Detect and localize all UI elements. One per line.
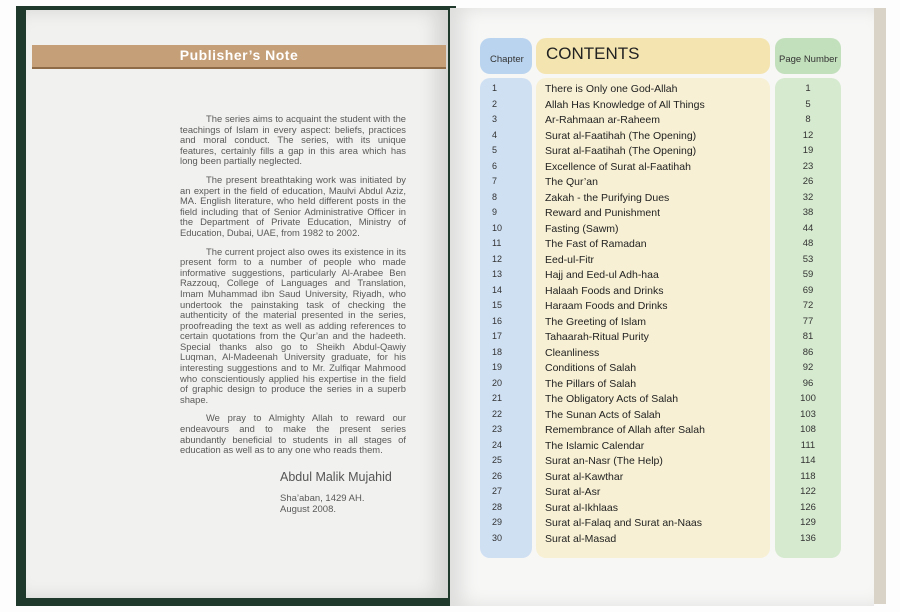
chapter-title: Surat an-Nasr (The Help) bbox=[545, 455, 663, 467]
chapter-title: Surat al-Faatihah (The Opening) bbox=[545, 145, 697, 157]
contents-row bbox=[450, 331, 874, 346]
page-number: 53 bbox=[802, 253, 814, 265]
contents-row bbox=[450, 238, 874, 253]
chapter-title: Surat al-Kawthar bbox=[545, 470, 624, 483]
page-number: 72 bbox=[802, 300, 814, 311]
paragraph: The present breathtaking work was initiated by an expert in the field of education, Maulvi Abdul Aziz, MA. English literature, who held different posts in the field including that of Senior Administrative Officer in the Department of Private Education, Ministry of Education, Dubai, UAE, from 1982 to 2002. bbox=[180, 173, 406, 238]
contents-row bbox=[450, 409, 874, 424]
chapter-number: 14 bbox=[492, 284, 503, 295]
chapter-title: Haraam Foods and Drinks bbox=[545, 300, 668, 312]
chapter-number: 27 bbox=[492, 486, 503, 496]
page-number: 122 bbox=[800, 486, 816, 497]
contents-row bbox=[450, 455, 874, 470]
page-number: 86 bbox=[802, 346, 814, 358]
chapter-number: 6 bbox=[492, 160, 498, 171]
left-page bbox=[26, 10, 448, 598]
chapter-number: 25 bbox=[492, 455, 503, 465]
chapter-number: 3 bbox=[492, 114, 498, 124]
contents-row bbox=[450, 223, 874, 238]
chapter-title: Cleanliness bbox=[545, 346, 600, 359]
chapter-number: 16 bbox=[492, 315, 503, 326]
page-number: 32 bbox=[802, 191, 814, 203]
page-number: 96 bbox=[802, 377, 814, 389]
chapter-title: Surat al-Faatihah (The Opening) bbox=[545, 129, 697, 142]
contents-row bbox=[450, 533, 874, 548]
page-number: 38 bbox=[802, 207, 814, 218]
chapter-title: Allah Has Knowledge of All Things bbox=[545, 98, 705, 111]
chapter-title: Conditions of Salah bbox=[545, 362, 637, 374]
chapter-number: 8 bbox=[492, 191, 498, 202]
contents-row bbox=[450, 486, 874, 501]
page-number: 129 bbox=[800, 517, 816, 528]
chapter-number: 30 bbox=[492, 532, 503, 543]
page-number: 1 bbox=[805, 83, 811, 94]
chapter-title: Remembrance of Allah after Salah bbox=[545, 424, 705, 436]
page-number: 81 bbox=[802, 331, 814, 342]
chapter-title: The Greeting of Islam bbox=[545, 315, 646, 328]
page-number: 118 bbox=[800, 470, 816, 482]
chapter-title: Reward and Punishment bbox=[545, 207, 660, 219]
heading-band bbox=[32, 45, 446, 69]
chapter-number: 5 bbox=[492, 145, 498, 155]
page-number-header: Page Number bbox=[779, 54, 838, 65]
page-number: 92 bbox=[802, 362, 814, 373]
chapter-number: 19 bbox=[492, 362, 503, 372]
contents-row bbox=[450, 502, 874, 517]
contents-row bbox=[450, 130, 874, 145]
chapter-title: The Qur’an bbox=[545, 176, 598, 188]
page-edges bbox=[874, 8, 886, 604]
chapter-number: 10 bbox=[492, 222, 503, 233]
page-number: 103 bbox=[800, 408, 816, 420]
page-number: 48 bbox=[802, 238, 814, 249]
chapter-number: 23 bbox=[492, 424, 503, 434]
chapter-title: The Islamic Calendar bbox=[545, 439, 645, 452]
chapter-title: Surat al-Masad bbox=[545, 532, 617, 545]
chapter-title: Excellence of Surat al-Faatihah bbox=[545, 160, 691, 173]
page-number: 59 bbox=[802, 269, 814, 280]
chapter-number: 21 bbox=[492, 393, 503, 403]
page-number: 23 bbox=[802, 160, 814, 172]
chapter-title: The Pillars of Salah bbox=[545, 377, 637, 390]
publishers-note-heading: Publisher’s Note bbox=[179, 47, 299, 63]
contents-row bbox=[450, 254, 874, 269]
chapter-title: Surat al-Falaq and Surat an-Naas bbox=[545, 517, 703, 529]
chapter-title: Hajj and Eed-ul Adh-haa bbox=[545, 269, 659, 281]
chapter-title: The Fast of Ramadan bbox=[545, 238, 647, 250]
chapter-number: 24 bbox=[492, 439, 503, 450]
contents-row bbox=[450, 83, 874, 98]
chapter-title: The Obligatory Acts of Salah bbox=[545, 393, 679, 405]
chapter-number: 7 bbox=[492, 176, 498, 186]
contents-row bbox=[450, 176, 874, 191]
chapter-title: The Sunan Acts of Salah bbox=[545, 408, 661, 421]
chapter-title: Tahaarah-Ritual Purity bbox=[545, 331, 649, 343]
chapter-number: 4 bbox=[492, 129, 498, 140]
chapter-number: 2 bbox=[492, 98, 498, 109]
contents-row bbox=[450, 393, 874, 408]
page-number: 26 bbox=[802, 176, 814, 187]
contents-row bbox=[450, 285, 874, 300]
chapter-number: 15 bbox=[492, 300, 503, 310]
page-number: 136 bbox=[800, 532, 816, 544]
date bbox=[280, 493, 406, 515]
page-number: 114 bbox=[800, 455, 816, 466]
chapter-title: There is Only one God-Allah bbox=[545, 83, 678, 95]
page-number: 108 bbox=[800, 424, 816, 435]
page-number: 44 bbox=[802, 222, 814, 234]
contents-row bbox=[450, 378, 874, 393]
chapter-title: Halaah Foods and Drinks bbox=[545, 284, 664, 297]
contents-row bbox=[450, 99, 874, 114]
contents-row bbox=[450, 316, 874, 331]
chapter-number: 9 bbox=[492, 207, 498, 217]
contents-row bbox=[450, 300, 874, 315]
right-page bbox=[450, 8, 874, 606]
contents-title: CONTENTS bbox=[546, 44, 640, 63]
contents-row bbox=[450, 114, 874, 129]
page-number: 126 bbox=[800, 501, 816, 513]
contents-row bbox=[450, 440, 874, 455]
chapter-number: 12 bbox=[492, 253, 503, 264]
chapter-number: 22 bbox=[492, 408, 503, 419]
chapter-title: Fasting (Sawm) bbox=[545, 222, 619, 235]
contents-row bbox=[450, 207, 874, 222]
publishers-note-text bbox=[180, 114, 406, 515]
chapter-title: Surat al-Ikhlaas bbox=[545, 501, 618, 514]
page-number: 8 bbox=[805, 114, 811, 125]
chapter-number: 17 bbox=[492, 331, 503, 341]
chapter-number: 28 bbox=[492, 501, 503, 512]
contents-row bbox=[450, 269, 874, 284]
chapter-number: 29 bbox=[492, 517, 503, 527]
contents-row bbox=[450, 424, 874, 439]
paragraph: The current project also owes its existence in its present form to a number of people who made informative suggestions, particularly Al-Arabee Ben Razzouq, College of Languages and Translation, Imam Muhammad ibn Saud University, Riyadh, who undertook the painstaking task of checking the authenticity of the material presented in the series, proofreading the text as well as adding references to certain quotations from the Qur’an and the hadeeth. Special thanks also go to Sheikh Abdul-Qawiy Luqman, Al-Madeenah University graduate, for his interesting suggestions and to Mr. Zulfiqar Mahmood who conscientiously applied his expertise in the field of graphic design to produce the series in a superb shape. bbox=[180, 245, 406, 405]
contents-row bbox=[450, 362, 874, 377]
chapter-title: Ar-Rahmaan ar-Raheem bbox=[545, 114, 660, 126]
contents-row bbox=[450, 161, 874, 176]
chapter-number: 18 bbox=[492, 346, 503, 357]
contents-row bbox=[450, 347, 874, 362]
paragraph: The series aims to acquaint the student with the teachings of Islam in every aspect: beliefs, practices and moral conduct. The series, with its unique features, certainly fills a gap in this area which has long been partially neglected. bbox=[180, 113, 406, 167]
contents-row bbox=[450, 145, 874, 160]
chapter-header: Chapter bbox=[490, 54, 524, 65]
chapter-title: Eed-ul-Fitr bbox=[545, 253, 595, 266]
chapter-number: 13 bbox=[492, 269, 503, 279]
page-number: 100 bbox=[800, 393, 816, 404]
page-number: 111 bbox=[800, 439, 816, 451]
chapter-number: 26 bbox=[492, 470, 503, 481]
page-number: 69 bbox=[802, 284, 814, 296]
chapter-title: Zakah - the Purifying Dues bbox=[545, 191, 670, 204]
chapter-title: Surat al-Asr bbox=[545, 486, 601, 498]
page-number: 5 bbox=[805, 98, 811, 110]
signature: Abdul Malik Mujahid bbox=[280, 469, 392, 484]
chapter-number: 1 bbox=[492, 83, 498, 93]
contents-row bbox=[450, 471, 874, 486]
date-hijri: Sha’aban, 1429 AH. bbox=[280, 492, 365, 504]
date-gregorian: August 2008. bbox=[280, 503, 336, 515]
page-number: 12 bbox=[802, 129, 814, 141]
contents-row bbox=[450, 192, 874, 207]
chapter-number: 11 bbox=[492, 238, 502, 248]
page-number: 77 bbox=[802, 315, 814, 327]
page-number: 19 bbox=[802, 145, 814, 156]
contents-row bbox=[450, 517, 874, 532]
paragraph: We pray to Almighty Allah to reward our endeavours and to make the present series abundantly beneficial to students in all stages of education as well as to any one who reads them. bbox=[180, 412, 406, 456]
chapter-number: 20 bbox=[492, 377, 503, 388]
